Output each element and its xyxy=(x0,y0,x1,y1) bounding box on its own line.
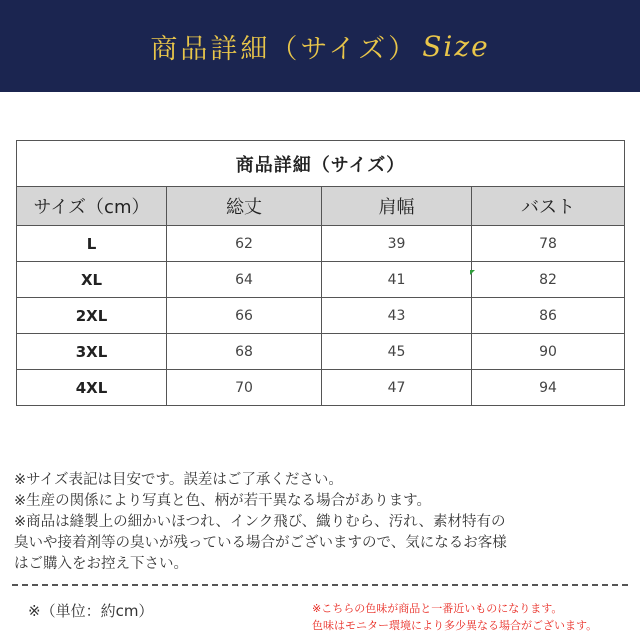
bust-cell: 82 xyxy=(472,262,625,298)
table-title-row xyxy=(17,141,625,187)
bust-cell: 90 xyxy=(472,334,625,370)
length-cell: 64 xyxy=(167,262,322,298)
shoulder-cell: 45 xyxy=(322,334,472,370)
length-cell: 68 xyxy=(167,334,322,370)
size-cell: 4XL xyxy=(17,370,167,406)
header-banner xyxy=(0,0,640,92)
length-cell: 70 xyxy=(167,370,322,406)
size-cell: XL xyxy=(17,262,167,298)
shoulder-cell: 39 xyxy=(322,226,472,262)
note-line: ※生産の関係により写真と色、柄が若干異なる場合があります。 xyxy=(14,493,431,509)
header-shoulder: 肩幅 xyxy=(322,187,472,226)
banner-script-title: Size xyxy=(422,29,490,63)
header-length: 総丈 xyxy=(167,187,322,226)
dashed-divider xyxy=(12,584,628,586)
header-size: サイズ（cm） xyxy=(17,187,167,226)
note-line: ※商品は縫製上の細かいほつれ、インク飛び、織りむら、汚れ、素材特有の xyxy=(14,514,506,530)
table-row xyxy=(17,226,625,262)
shoulder-cell: 43 xyxy=(322,298,472,334)
table-row xyxy=(17,298,625,334)
bust-cell: 86 xyxy=(472,298,625,334)
bust-cell: 78 xyxy=(472,226,625,262)
color-note-line: 色味はモニター環境により多少異なる場合がございます。 xyxy=(312,619,598,632)
unit-note: ※（単位：約cm） xyxy=(28,602,154,620)
table-title: 商品詳細（サイズ） xyxy=(17,141,625,187)
color-note-line: ※こちらの色味が商品と一番近いものになります。 xyxy=(312,602,563,615)
table-row xyxy=(17,334,625,370)
length-cell: 62 xyxy=(167,226,322,262)
cell-corner-mark xyxy=(470,270,475,275)
note-line: ※サイズ表記は目安です。誤差はご了承ください。 xyxy=(14,472,343,488)
table-row xyxy=(17,262,625,298)
shoulder-cell: 47 xyxy=(322,370,472,406)
shoulder-cell: 41 xyxy=(322,262,472,298)
size-cell: L xyxy=(17,226,167,262)
color-note xyxy=(312,600,632,634)
table-header-row xyxy=(17,187,625,226)
header-bust: バスト xyxy=(472,187,625,226)
banner-title: 商品詳細（サイズ） xyxy=(150,33,419,65)
table-row xyxy=(17,370,625,406)
size-cell: 3XL xyxy=(17,334,167,370)
size-table xyxy=(16,140,625,406)
note-line: はご購入をお控え下さい。 xyxy=(14,556,188,572)
size-cell: 2XL xyxy=(17,298,167,334)
length-cell: 66 xyxy=(167,298,322,334)
bust-cell: 94 xyxy=(472,370,625,406)
notes-block xyxy=(14,470,630,575)
note-line: 臭いや接着剤等の臭いが残っている場合がございますので、気になるお客様 xyxy=(14,535,507,551)
